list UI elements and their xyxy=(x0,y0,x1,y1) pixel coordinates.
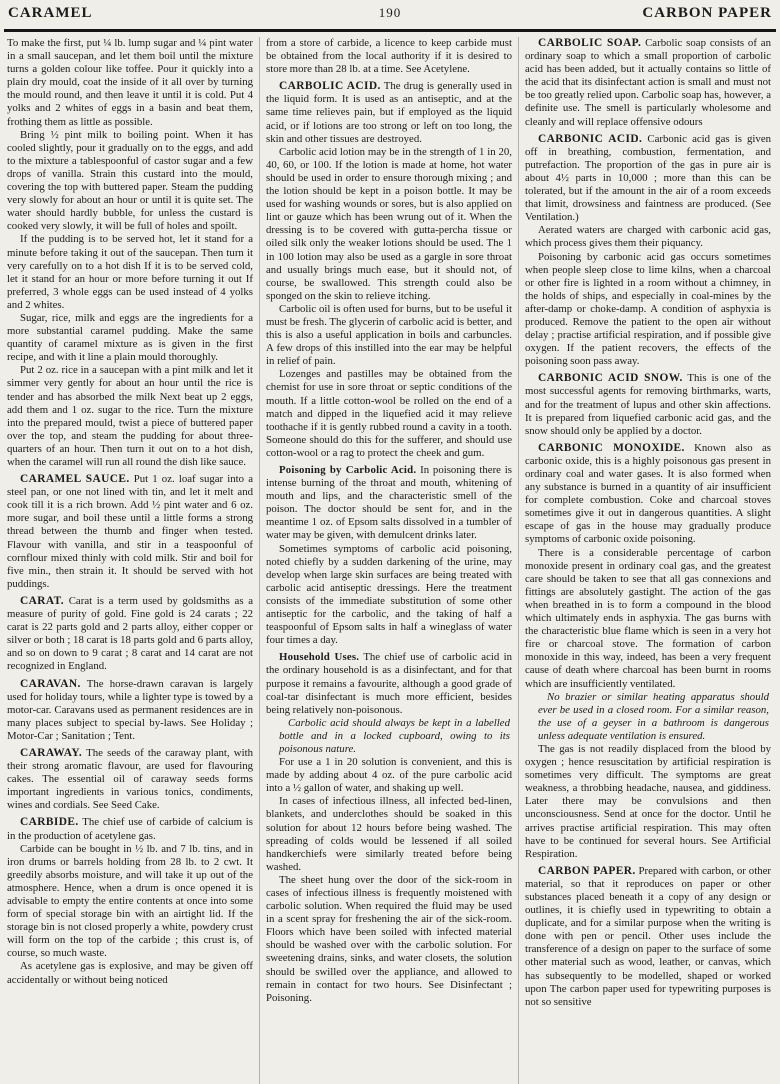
paragraph-text: No brazier or similar heating apparatus should ever be used in a closed room. For a similar reason, the use of a geyser in a bathroom is dangerous unless adequate ventilation is ensured. xyxy=(538,690,769,742)
paragraph xyxy=(266,303,512,368)
paragraph xyxy=(7,233,253,312)
paragraph-text: Put 2 oz. rice in a saucepan with a pint milk and let it simmer very gently for about an hour until the rice is tender and has absorbed the milk Next beat up 2 eggs, add them and 1 oz. sugar to the rice. Turn the mixture into the prepared mould, twist a piece of buttered paper over the top, and steam the pudding for about three-quarters of an hour. Then turn it out on to a hot dish, when the caramel will run all round the dish like sauce. xyxy=(7,364,253,468)
paragraph-text: There is a considerable percentage of carbon monoxide present in ordinary coal gas, and the greatest care should be taken to see that all gas connexions and fittings are absolutely gastight. The action of the gas when breathed in is to form a compound in the blood which ultimately ends in asphyxia. The gas burns with the characteristic blue flame which is seen in a very hot fire or charcoal stove. The formation of carbon monoxide in this way, indeed, has been a very frequent cause of death where charcoal has been burnt in rooms which are insufficiently ventilated. xyxy=(525,546,771,690)
entry-headword: CARBIDE. xyxy=(20,816,79,829)
paragraph xyxy=(525,224,771,250)
paragraph-text: Carbide can be bought in ½ lb. and 7 lb. tins, and in iron drums or barrels holding from 28 lb. to 2 cwt. It greedily absorbs moisture, and will take it up out of the atmosphere. Hence, when a drum is once opened it is advisable to empty the entire contents at once into some form of special storage bin with an airtight lid. If the storage bin is not closed properly a white, powdery crust will form on the top of the carbide ; this crust is, of course, so much waste. xyxy=(7,842,253,960)
paragraph-text: Carat is a term used by goldsmiths as a measure of purity of gold. Fine gold is 24 carats ; 22 carat is 22 parts gold and 2 parts alloy, either copper or silver or both ; 18 carat is 18 parts gold and 6 parts alloy, and so on down to 9 carat ; 8 carat and 14 carat are not recognized in England. xyxy=(7,594,253,673)
entry-headword: CARBONIC ACID SNOW. xyxy=(538,372,683,385)
entry-paragraph xyxy=(7,473,253,591)
paragraph xyxy=(266,874,512,1005)
paragraph-text: The drug is generally used in the liquid form. It is used as an antiseptic, and at the same time relieves pain, but if employed as the liquid acid, or if lotions are too strong or left on too long, the skin and other tissues are destroyed. xyxy=(266,80,512,145)
page-header xyxy=(0,0,780,28)
text-columns xyxy=(0,32,780,1084)
paragraph-text: Sometimes symptoms of carbolic acid poisoning, noted chiefly by a sudden darkening of the urine, may develop when large skin surfaces are being treated with carbolic acid antiseptic dressings. Here the treatment consists of the immediate substitution of some other antiseptic for the carbolic, and the taking of half a teaspoonful of Epsom salts in half a wineglass of water four times a day. xyxy=(266,542,512,647)
paragraph xyxy=(266,756,512,795)
subhead-headword: Poisoning by Carbolic Acid. xyxy=(279,464,417,476)
entry-headword: CARBONIC MONOXIDE. xyxy=(538,441,685,454)
paragraph-text: Carbonic acid gas is given off in breathing, combustion, fermentation, and putrefaction. The proportion of the gas in pure air is about 4½ parts in 10,000 ; more than this can be tolerated, but if the amount in the air of a room exceeds that limit, drowsiness and faintness are produced. (See Ventilation.) xyxy=(525,132,771,224)
paragraph xyxy=(266,146,512,303)
entry-paragraph xyxy=(7,816,253,842)
entry-paragraph xyxy=(7,595,253,674)
entry-paragraph xyxy=(7,678,253,743)
paragraph-text: The chief use of carbide of calcium is in the production of acetylene gas. xyxy=(7,816,253,842)
paragraph-text: Bring ½ pint milk to boiling point. When it has cooled slightly, pour it gradually on to the eggs, and add to the mixture a tablespoonful of castor sugar and a few drops of vanilla. Strain this custard into the mould, covering the top with buttered paper. Steam the pudding very slowly for about an hour or until it is quite set. The water should hardly bubble, for unless the custard is cooked very slowly, it will be full of holes and spoilt. xyxy=(7,128,253,233)
paragraph xyxy=(7,364,253,469)
paragraph-text: In cases of infectious illness, all infected bed-linen, blankets, and underclothes should be soaked in this solution for about 12 hours before being washed. The spreading of colds would be lessened if all soiled handkerchiefs were similarly treated before being washed. xyxy=(266,795,512,873)
paragraph-text: The horse-drawn caravan is largely used for holiday tours, while a lighter type is towed by a motor-car. Caravans used as permanent residences are in many places subject to special by-laws. See Holiday ; Motor-Car ; Sanitation ; Tent. xyxy=(7,677,253,742)
paragraph-text: Carbolic soap consists of an ordinary soap to which a small proportion of carbolic acid has been added, but it actually contains so little of the acid that its disinfectant action is small and must not be too greatly relied upon. Carbolic soap has, however, a definite use. The smell is particularly wholesome and cleanly and will replace offensive odours xyxy=(525,37,771,128)
entry-paragraph xyxy=(525,133,771,225)
caution-paragraph xyxy=(266,717,512,756)
paragraph xyxy=(7,37,253,129)
running-head-right: CARBON PAPER xyxy=(642,5,772,21)
paragraph-text: Carbolic acid should always be kept in a labelled bottle and in a locked cupboard, owing to its poisonous nature. xyxy=(279,716,510,755)
page-number: 190 xyxy=(378,5,402,20)
paragraph-text: The seeds of the caraway plant, with their strong aromatic flavour, are used for flavouring cakes. The essential oil of caraway seeds forms important ingredients in various tonics, condiments, wines and cordials. See Seed Cake. xyxy=(7,746,253,812)
paragraph xyxy=(525,743,771,861)
column-right xyxy=(525,37,771,1084)
entry-headword: CARBOLIC SOAP. xyxy=(538,37,642,49)
paragraph-text: Poisoning by carbonic acid gas occurs sometimes when people sleep close to lime kilns, when a charcoal or other fire is lighted in a room without a chimney, in the holds of ships, and especially in coal-mines by the after-damp or choke-damp. A condition of asphyxia is produced. Remove the patient to the open air without delay ; practise artificial respiration, and if possible give oxygen. If the patient recovers, the effects of the poisoning soon pass away. xyxy=(525,250,771,368)
entry-paragraph xyxy=(7,747,253,812)
paragraph-text: Carbolic acid lotion may be in the strength of 1 in 20, 40, 60, or 100. If the lotion is made at home, hot water should be used in order to ensure thorough mixing ; and the lotion should be kept in a poison bottle. It may be used for washing wounds or sores, but is also applied on lint or gauze which has been wrung out of it. When the dressing is to be covered with gutta-percha tissue or oiled silk only the weaker lotions should be used. The 1 in 100 lotion may also be used as a gargle in sore throat and usually brings much ease, but it should not, of course, be swallowed. This strength could also be sponged on the skin to relieve itching. xyxy=(266,145,512,302)
entry-headword: CARBONIC ACID. xyxy=(538,132,643,145)
paragraph-text: Prepared with carbon, or other material, so that it reproduces on paper or other substances placed beneath it a copy of any design or outlines, it is chiefly used in typewriting to obtain a duplicate, and for a similar purpose when the writing is done with pen or pencil. Other uses include the transference of a design on paper to the surface of some other material such as wood, leather, or canvas, which has subsequently to be modelled, shaped or worked upon The carbon paper used for typewriting purposes is not so sensitive xyxy=(525,864,771,1008)
entry-paragraph xyxy=(525,37,771,129)
entry-headword: CARBOLIC ACID. xyxy=(279,80,381,93)
column-left xyxy=(7,37,253,1084)
entry-paragraph xyxy=(525,865,771,1009)
subhead-paragraph xyxy=(266,464,512,543)
column-center xyxy=(259,37,519,1084)
paragraph xyxy=(266,368,512,460)
paragraph xyxy=(7,129,253,234)
paragraph-text: The sheet hung over the door of the sick-room in cases of infectious illness is frequently moistened with carbolic solution. When required the fluid may be used in a scent spray for freshening the air of the sick-room. Floors which have been soiled with infected material should be washed over with the carbolic solution. For sweetening drains, sinks, and water closets, the solution should be swilled over the appliance, and allowed to remain in contact for two hours. See Disinfectant ; Poisoning. xyxy=(266,873,512,1004)
entry-headword: CARAWAY. xyxy=(20,746,83,759)
entry-paragraph xyxy=(266,80,512,145)
entry-headword: CARAT. xyxy=(20,594,65,607)
paragraph-text: To make the first, put ¼ lb. lump sugar and ¼ pint water in a small saucepan, and let them boil until the mixture turns a golden colour like toffee. Pour it quickly into a plain dry mould, coat the inside of it all over by turning the mould round, and then leave it until it is cold. Put 4 yolks and 2 whites of eggs in a basin and beat them, frothing them as little as possible. xyxy=(7,37,253,128)
running-head-left: CARAMEL xyxy=(8,5,93,21)
paragraph xyxy=(266,795,512,874)
paragraph-text: For use a 1 in 20 solution is convenient, and this is made by adding about 4 oz. of the pure carbolic acid into a ½ gallon of water, and shaking up well. xyxy=(266,756,512,795)
paragraph xyxy=(7,960,253,986)
paragraph-text: from a store of carbide, a licence to keep carbide must be obtained from the local authority if it is desired to store more than 28 lb. at a time. See Acetylene. xyxy=(266,37,512,76)
paragraph-text: Aerated waters are charged with carbonic acid gas, which process gives them their piquancy. xyxy=(525,224,771,250)
paragraph xyxy=(525,251,771,369)
entry-headword: CARBON PAPER. xyxy=(538,864,636,877)
paragraph-text: Put 1 oz. loaf sugar into a steel pan, or one not lined with tin, and let it melt and cook till it is a rich brown. Add ½ pint water and 6 oz. more sugar, and boil these until a little forms a strong thread between the thumb and finger when tested. Flavour with vanilla, and stir in a teaspoonful of cornflour mixed thinly with cold milk. Stir and boil for five min., then strain it. It should be served with hot puddings. xyxy=(7,473,253,590)
paragraph xyxy=(7,843,253,961)
paragraph-text: The chief use of carbolic acid in the ordinary household is as a disinfectant, and for that purpose it remains a favourite, although a good grade of coal-tar disinfectant is much more efficient, besides being relatively non-poisonous. xyxy=(266,651,512,716)
entry-headword: CARAVAN. xyxy=(20,677,81,690)
paragraph-text: Lozenges and pastilles may be obtained from the chemist for use in sore throat or septic conditions of the mouth. If a little cotton-wool be rolled on the end of a match and dipped in the liquefied acid it may relieve toothache if it is gently rubbed round a cavity in a tooth. Someone should do this for the sufferer, and should use cotton-wool or a rag to protect the cheek and gum. xyxy=(266,368,512,459)
entry-paragraph xyxy=(525,442,771,547)
subhead-paragraph xyxy=(266,651,512,716)
paragraph xyxy=(266,37,512,76)
subhead-headword: Household Uses. xyxy=(279,651,360,664)
paragraph-text: In poisoning there is intense burning of the throat and mouth, whitening of mouth and lips, and the characteristic smell of the poison. The doctor should be sent for, and in the meantime 1 oz. of Epsom salts dissolved in a tumbler of water may be given, with demulcent drinks later. xyxy=(266,464,512,542)
paragraph-text: This is one of the most successful agents for removing birthmarks, warts, and for the treatment of lupus and other skin affections. It is prepared from liquefied carbonic acid gas, and the snow should only be applied by a doctor. xyxy=(525,372,771,437)
paragraph-text: Carbolic oil is often used for burns, but to be useful it must be fresh. The glycerin of carbolic acid is better, and this is also a useful application in boils and carbuncles. A few drops of this instilled into the ear may be helpful in relief of pain. xyxy=(266,302,512,368)
paragraph-text: If the pudding is to be served hot, let it stand for a minute before taking it out of the saucepan. Then turn it very carefully on to a hot dish If it is to be served cold, let it stand for an hour or more before turning it out If preferred, 3 whole eggs can be used instead of 4 yolks and 2 whites. xyxy=(7,233,253,311)
paragraph-text: The gas is not readily displaced from the blood by oxygen ; hence resuscitation by artificial respiration is sometimes very difficult. The symptoms are great weakness, a throbbing headache, nausea, and giddiness. Later there may be convulsions and then unconsciousness. Send at once for the doctor. Until he arrives practise artificial respiration. This may often have to be continued for several hours. See Artificial Respiration. xyxy=(525,742,771,860)
entry-paragraph xyxy=(525,372,771,437)
paragraph xyxy=(525,547,771,691)
entry-headword: CARAMEL SAUCE. xyxy=(20,473,130,486)
paragraph-text: Known also as carbonic oxide, this is a highly poisonous gas present in ordinary coal and water gases. It is also formed when any substance is burned in a quantity of air insufficient for complete combustion. Coke and charcoal stoves sometimes give it out in dangerous quantities. A slight escape of gas in the house may gradually produce symptoms of carbonic oxide poisoning. xyxy=(525,441,771,546)
paragraph-text: As acetylene gas is explosive, and may be given off accidentally or without being noticed xyxy=(7,960,253,986)
paragraph xyxy=(266,543,512,648)
paragraph-text: Sugar, rice, milk and eggs are the ingredients for a more substantial caramel pudding. Make the same quantity of caramel mixture as is given in the first recipe, and with it line a plain mould thoroughly. xyxy=(7,311,253,364)
paragraph xyxy=(7,312,253,364)
caution-paragraph xyxy=(525,691,771,743)
